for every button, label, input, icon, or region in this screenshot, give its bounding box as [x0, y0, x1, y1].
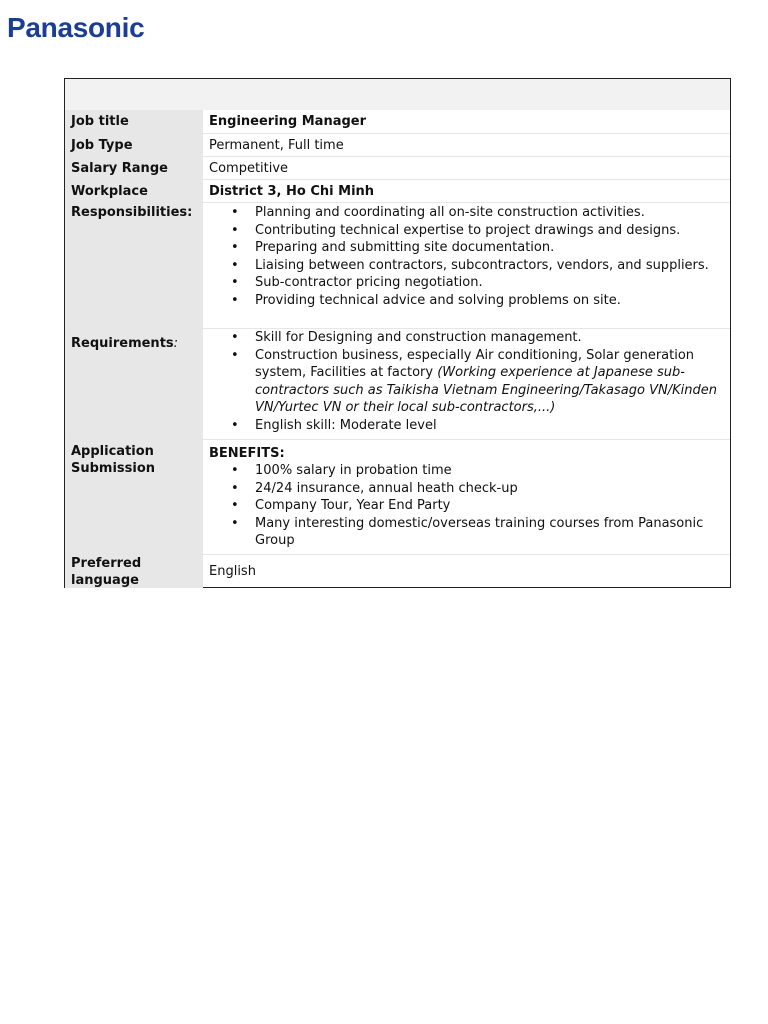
- list-item: • Many interesting domestic/overseas training courses from Panasonic Group: [255, 515, 724, 550]
- workplace-value: District 3, Ho Chi Minh: [209, 184, 375, 199]
- panasonic-logo: Panasonic: [7, 12, 145, 43]
- list-item: • 24/24 insurance, annual heath check-up: [255, 480, 724, 498]
- row-workplace: [65, 180, 730, 203]
- application-submission-label: Application Submission: [65, 440, 203, 554]
- job-type-label: Job Type: [65, 134, 203, 156]
- requirements-label-colon: :: [173, 336, 179, 351]
- requirements-list: [209, 329, 724, 435]
- row-salary-range: [65, 157, 730, 180]
- job-type-value: Permanent, Full time: [209, 138, 344, 153]
- row-responsibilities: [65, 203, 730, 329]
- job-title-label: Job title: [65, 110, 203, 133]
- list-item: • English skill: Moderate level: [255, 417, 724, 435]
- row-job-type: [65, 134, 730, 157]
- responsibilities-list: [209, 204, 724, 310]
- list-item: • Company Tour, Year End Party: [255, 497, 724, 515]
- list-item: • Sub-contractor pricing negotiation.: [255, 274, 724, 292]
- job-title-value: Engineering Manager: [209, 114, 367, 129]
- workplace-label: Workplace: [65, 180, 203, 202]
- row-application-submission: [65, 440, 730, 555]
- list-item: • Providing technical advice and solving problems on site.: [255, 292, 724, 310]
- row-requirements: [65, 329, 730, 440]
- table-header-band: [65, 79, 730, 110]
- preferred-language-label: Preferred language: [65, 555, 203, 588]
- requirements-value: [203, 329, 730, 439]
- list-item: • Preparing and submitting site documentation.: [255, 239, 724, 257]
- preferred-language-value: English: [209, 564, 256, 579]
- responsibilities-value: [203, 203, 730, 328]
- requirements-label-text: Requirements: [71, 336, 174, 351]
- list-item: • Liaising between contractors, subcontractors, vendors, and suppliers.: [255, 257, 724, 275]
- responsibilities-label: Responsibilities:: [65, 203, 203, 328]
- list-item: • 100% salary in probation time: [255, 462, 724, 480]
- benefits-list: [209, 462, 724, 550]
- list-item: • Planning and coordinating all on-site construction activities.: [255, 204, 724, 222]
- row-preferred-language: [65, 555, 730, 588]
- requirement-text: Construction business, especially Air conditioning, Solar generation system, Facilities at factory: [255, 347, 695, 381]
- list-item: [255, 347, 724, 417]
- requirement-note: (Working experience at Japanese sub-contractors such as Taikisha Vietnam Engineering/Takasago VN/Kinden VN/Yurtec VN or their local sub-contractors,...): [255, 365, 717, 416]
- requirements-label: [65, 329, 203, 439]
- salary-range-value: Competitive: [209, 161, 289, 176]
- benefits-heading: BENEFITS:: [209, 446, 285, 461]
- list-item: • Skill for Designing and construction management.: [255, 329, 724, 347]
- job-details-table: [64, 78, 731, 588]
- row-job-title: [65, 110, 730, 134]
- list-item: • Contributing technical expertise to project drawings and designs.: [255, 222, 724, 240]
- application-submission-value: [203, 440, 730, 554]
- salary-range-label: Salary Range: [65, 157, 203, 179]
